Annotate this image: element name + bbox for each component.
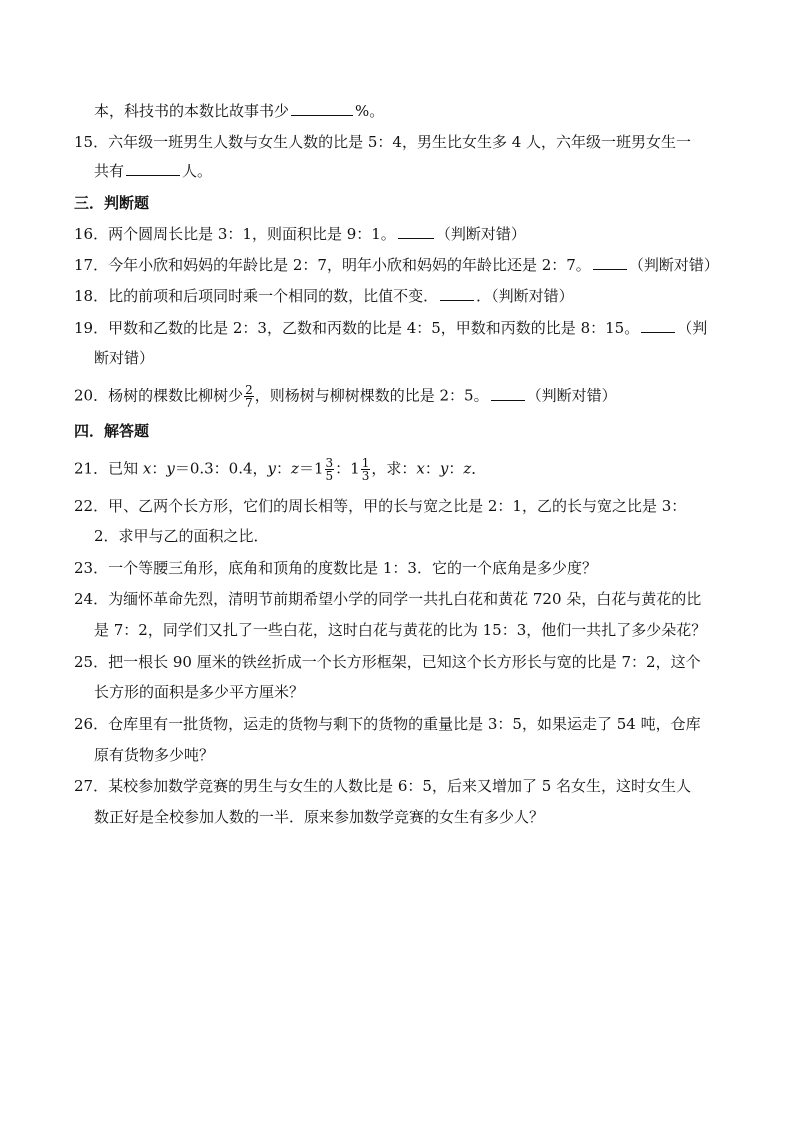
q18-text: 18．比的前项和后项同时乘一个相同的数，比值不变． (74, 287, 439, 305)
var-z: z (463, 459, 472, 478)
mixed-number-whole: ：1 (335, 459, 360, 478)
question-25-line2: 长方形的面积是多少平方厘米？ (94, 683, 305, 701)
q21-prefix: 21．已知 (74, 459, 143, 478)
q14-continuation (94, 100, 384, 122)
q19-text: 19．甲数和乙数的比是 2：3，乙数和丙数的比是 4：5，甲数和丙数的比是 8：15。 (74, 319, 640, 337)
fraction-1-3 (361, 457, 371, 482)
question-27-line2: 数正好是全校参加人数的一半．原来参加数学竞赛的女生有多少人？ (94, 808, 545, 826)
colon: ： (151, 459, 167, 478)
q15-suffix: 人。 (182, 162, 213, 180)
answer-blank-15[interactable] (126, 160, 180, 176)
q14-suffix: %。 (355, 102, 385, 120)
var-y: y (166, 459, 175, 478)
question-17 (74, 254, 719, 276)
frac-numerator: 1 (361, 456, 370, 470)
q17-text: 17．今年小欣和妈妈的年龄比是 2：7，明年小欣和妈妈的年龄比还是 2：7。 (74, 256, 591, 274)
frac-numerator: 3 (325, 456, 334, 470)
var-x: x (416, 459, 425, 478)
section-4-heading: 四．解答题 (74, 422, 150, 440)
question-21 (74, 457, 486, 482)
answer-blank-19[interactable] (641, 317, 675, 333)
question-24-line2: 是 7：2，同学们又扎了一些白花，这时白花与黄花的比为 15：3，他们一共扎了多少朵花？ (94, 621, 707, 639)
frac-denominator: 7 (245, 396, 253, 410)
answer-blank-14[interactable] (291, 100, 353, 116)
ratio-1: ＝0.3：0.4， (174, 459, 268, 478)
q20-text-mid: ，则杨树与柳树棵数的比是 2：5。 (254, 386, 489, 405)
colon: ： (276, 459, 292, 478)
question-26-line1: 26．仓库里有一批货物，运走的货物与剩下的货物的重量比是 3：5，如果运走了 54 吨，仓库 (74, 715, 701, 733)
answer-blank-17[interactable] (593, 254, 627, 270)
question-19-line1 (74, 317, 707, 339)
question-15-line2 (94, 160, 212, 182)
answer-blank-16[interactable] (398, 223, 434, 239)
q18-hint: ．（判断对错） (476, 287, 574, 305)
answer-blank-18[interactable] (440, 285, 474, 301)
q21-ask: ，求： (371, 459, 417, 478)
var-y: y (439, 459, 449, 478)
fraction-3-5 (325, 457, 335, 482)
var-x: x (142, 459, 152, 478)
var-z: z (291, 459, 299, 478)
question-20 (74, 384, 617, 409)
question-16 (74, 223, 526, 245)
section-3-heading: 三．判断题 (74, 194, 150, 212)
question-22-line1: 22．甲、乙两个长方形，它们的周长相等，甲的长与宽之比是 2：1，乙的长与宽之比是 3： (74, 497, 687, 515)
period: ． (471, 459, 487, 478)
answer-blank-20[interactable] (491, 385, 525, 401)
question-18 (74, 285, 574, 307)
q14-text: 本，科技书的本数比故事书少 (94, 102, 290, 120)
question-15-line1: 15．六年级一班男生人数与女生人数的比是 5：4，男生比女生多 4 人，六年级一班男女生一 (74, 133, 692, 151)
q20-hint: （判断对错） (526, 386, 617, 405)
colon: ： (448, 459, 464, 478)
question-23: 23．一个等腰三角形，底角和顶角的度数比是 1：3．它的一个底角是多少度？ (74, 559, 597, 577)
q16-text: 16．两个圆周长比是 3：1，则面积比是 9：1。 (74, 225, 396, 243)
question-22-line2: 2．求甲与乙的面积之比． (94, 527, 269, 545)
question-26-line2: 原有货物多少吨？ (94, 746, 215, 764)
q19-hint: （判 (677, 319, 708, 337)
colon: ： (424, 459, 440, 478)
question-25-line1: 25．把一根长 90 厘米的铁丝折成一个长方形框架，已知这个长方形长与宽的比是 7：2，这个 (74, 653, 701, 671)
frac-denominator: 5 (325, 469, 334, 483)
question-24-line1: 24．为缅怀革命先烈，清明节前期希望小学的同学一共扎白花和黄花 720 朵，白花与黄花的比 (74, 590, 702, 608)
mixed-number-whole: ＝1 (298, 459, 324, 478)
question-27-line1: 27．某校参加数学竞赛的男生与女生的人数比是 6：5，后来又增加了 5 名女生，这时女生人 (74, 777, 692, 795)
question-19-line2: 断对错） (94, 349, 155, 367)
q20-text: 20．杨树的棵数比柳树少 (74, 386, 244, 405)
var-y: y (267, 459, 277, 478)
q15-prefix: 共有 (94, 162, 125, 180)
frac-numerator: 2 (245, 383, 253, 397)
q17-hint: （判断对错） (628, 256, 719, 274)
frac-denominator: 3 (361, 469, 370, 483)
fraction-2-7 (244, 384, 254, 409)
q16-hint: （判断对错） (435, 225, 526, 243)
